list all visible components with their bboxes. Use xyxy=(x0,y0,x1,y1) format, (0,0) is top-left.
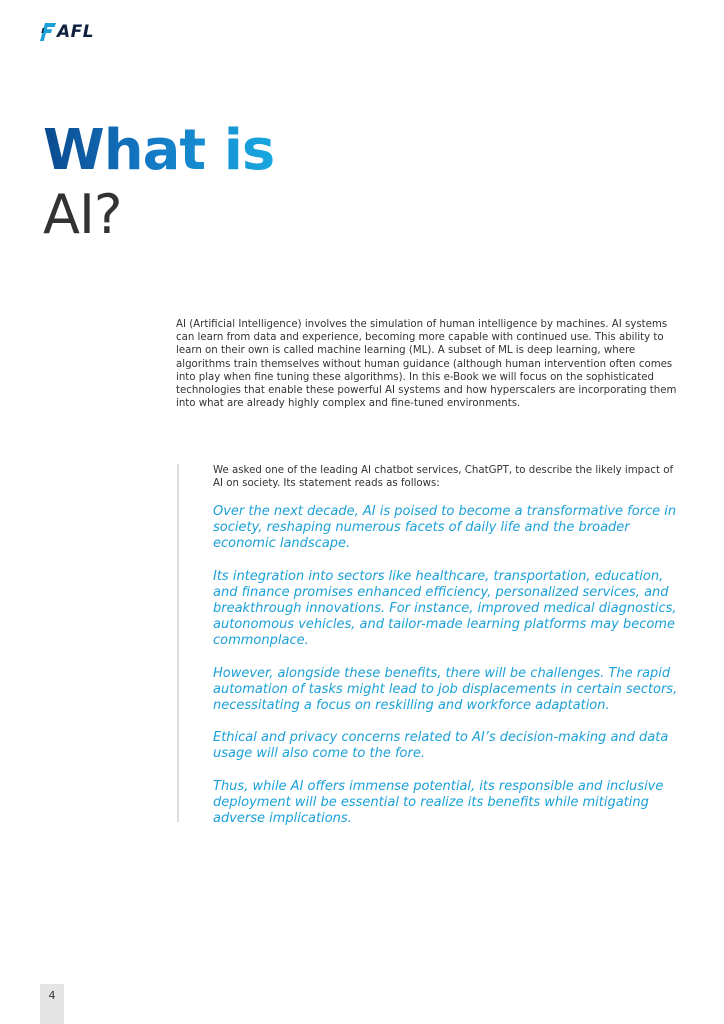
title-line-2: AI? xyxy=(43,183,122,246)
quote-paragraph: Its integration into sectors like healthcare, transportation, education, and finance promises enhanced efficiency, personalized services, and breakthrough innovations. For instance, improved medical diagnostics, autonomous vehicles, and tailor-made learning platforms may become commonplace. xyxy=(213,568,677,649)
page-title xyxy=(43,118,274,246)
quote-paragraph: Ethical and privacy concerns related to AI’s decision-making and data usage will also come to the fore. xyxy=(213,730,669,762)
chatgpt-quote-block xyxy=(177,464,679,827)
title-line-1: What is xyxy=(43,118,275,183)
afl-logo-icon xyxy=(40,23,56,41)
quote-paragraph: However, alongside these benefits, there will be challenges. The rapid automation of tasks might lead to job displacements in certain sectors, necessitating a focus on reskilling and workforce adaptation. xyxy=(213,665,678,714)
quote-paragraph: Over the next decade, AI is poised to become a transformative force in society, reshaping numerous facets of daily life and the broader economic landscape. xyxy=(213,504,677,552)
page-number: 4 xyxy=(40,984,64,1024)
quote-body xyxy=(213,504,679,843)
afl-logo xyxy=(40,22,94,42)
logo-text: AFL xyxy=(57,22,95,42)
quote-paragraph: Thus, while AI offers immense potential, its responsible and inclusive deployment will be essential to realize its benefits while mitigating adverse implications. xyxy=(213,778,664,827)
intro-paragraph: AI (Artificial Intelligence) involves the simulation of human intelligence by machines. AI systems can learn from data and experience, becoming more capable with continued use. This ability to learn on their own is called machine learning (ML). A subset of ML is deep learning, where algorithms train themselves without human guidance (although human intervention often comes into play when fine tuning these algorithms). In this e-Book we will focus on the sophisticated technologies that enable these powerful AI systems and how hyperscalers are incorporating them into what are already highly complex and fine-tuned environments. xyxy=(176,319,677,410)
quote-intro: We asked one of the leading AI chatbot services, ChatGPT, to describe the likely impact of AI on society. Its statement reads as follows: xyxy=(213,465,674,490)
